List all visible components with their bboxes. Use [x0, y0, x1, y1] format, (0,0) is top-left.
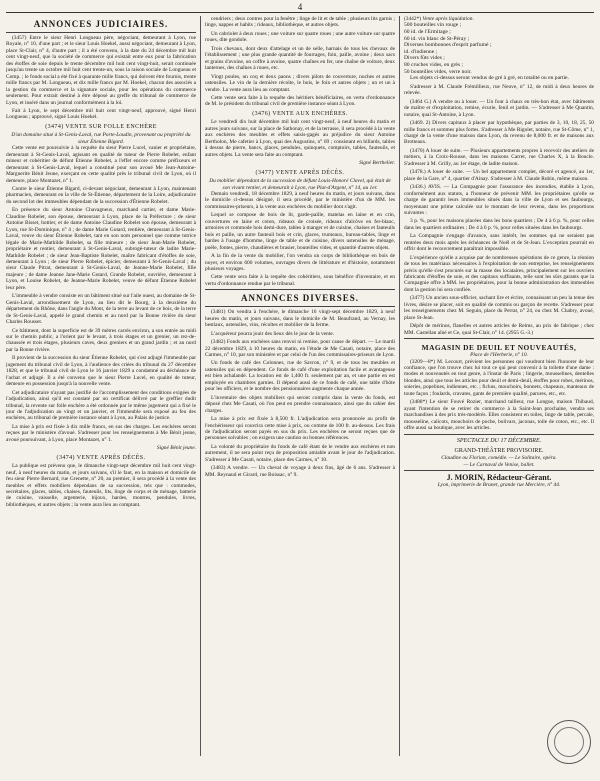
notice-paragraph: (3469. 2) Divers capitaux à placer par hypothèque, par parties de 3, 10, 18, 25, 50 mille francs et sommes plus fortes. S'adresser à Me Rigolet, notaire, rue St-Côme, n° 1, chargé de la vente d'une maison dans Lyon, du revenu de 8,000 fr. et de maisons aux Brotteaux.: [404, 120, 594, 146]
notice-paragraph: S'adresser à M. Claude Frémillieux, rue Neuve, n° 12, de midi à deux heures de relevée.: [404, 83, 594, 97]
notice-signature: Signé Bénit jeune.: [156, 445, 196, 452]
notice-paragraph: Dépôt de mérinos, flanelles et autres articles de Reims, au prix de fabrique ; chez MM. Castellan aîné et Ce, quai St-Clair, n° 14. (2955 G.-3.): [404, 323, 594, 336]
list-item: id. d'indienne ;: [404, 48, 438, 55]
notice-paragraph: Demain vendredi, 18 décembre 1829, à neuf heures du matin, et jours suivans, dans le domicile ci-dessus désigné, il sera procédé, par le ministère d'un de MM. les commissaires-priseurs, à la vente aux enchères du mobilier dont s'agit.: [205, 190, 395, 210]
notice-paragraph: L'immeuble à vendre consiste en un bâtiment situé sur l'aile ouest, au domaine de St-Genis-Laval, arrondissement de Lyon, au lieu dit le Bourg, à la deuxième du département du Rhône, dans l'angle du Mont, de la terre au levant de ce bois, de la terre de St-Genis-Laval, appelé le grand chemin et au nord par la Bonne rivière du sieur Charles Rousset.: [6, 293, 196, 326]
notice-paragraph: La volonté du propriétaire du fonds de café étant de le vendre aux enchères et non autrement, il ne sera point reçu de proposition amiable avant le jour de l'adjudication. S'adresser à Me Casati, notaire, place des Carmes, n° 10.: [205, 443, 395, 463]
notice-signature: Fait à Lyon, le sept décembre mil huit cent vingt-neuf, approuvé, signé Henri Longueau ; approuvé, signé Louis Hoekel.: [6, 107, 196, 121]
notice-paragraph: La mise à prix est fixée à 8,500 fr. L'adjudication sera prononcée au profit de l'enchérisseur qui couvrira cette mise à prix, ou comme de 100 fr. au-dessus. Les frais de l'adjudication seront payés en sus du prix. Les enchères ne seront reçues que de personnes solvables ; on exigera une caution ou bonnes références.: [205, 416, 395, 442]
notice-paragraph: Le vendredi dix huit décembre mil huit cent vingt-neuf, à neuf heures du matin et autres jours suivans, sur la place de Sathonay, et de la terrasse, il sera procédé à la vente aux enchères des meubles et effets saisis-gagés au préjudice du sieur Antoine Bertholon, Me cafetier à Lyon, quai des Augustins, n° 69 ; consistant en billards, tables à dessus de pierre, bancs, glaces, pendules, quinquets, comptoirs, tables, fauteuils, et autres objets. La vente sera faite au comptant.: [205, 119, 395, 158]
page-number: 4: [297, 2, 303, 12]
header-rule: [6, 12, 594, 13]
section-heading-judicial: ANNONCES JUDICIAIRES.: [33, 19, 169, 29]
section-rule: [6, 32, 196, 33]
notice-paragraph: (3477) Un ancien sous-officier, sachant lire et écrire, connaissant un peu la tenue des livres, désire se placer, soit en qualité de commis ou garçon de recette. S'adresser pour les renseignements chez M. Seguin, place du Perrat, n° 24, ou chez M. Chabry, avoué, place St-Jean.: [404, 295, 594, 321]
notice-paragraph: Lequel se compose de bois de lit, garde-paille, matelas en laine et en crin, couvertures en laine et coton, rideaux de croisée, rideaux d'alcôve en fer-blanc, armoires et commode bois demi-dure, tables à manger et de cuisine, chaises et fauteuils bois et paille, un autre fauteuil bois et crin, glaces, trumeaux, bureau-tables, linge et hardes à l'usage d'homme, linge de table et de cuisine, divers ustensiles de ménage, poêle, fontes, pierre, chaudières et brasier, bouteilles vides, et quantité d'autres objets.: [205, 212, 395, 251]
notice-paragraph: L'inventaire des objets mobiliers qui seront compris dans la vente du fonds, est déposé chez Me Casati, où l'on peut en prendre connaissance, ainsi que du cahier des charges.: [205, 394, 395, 414]
notice-paragraph: cendriers ; deux contres pour la fenêtre ; linge de lit et de table ; plusieurs lits garnis ; linge, nappes et habits ; rideaux, bibliothèque, et autres objets.: [205, 16, 395, 29]
notice-subtitle: Vente après liquidation.: [422, 16, 474, 22]
section-rule: [404, 470, 594, 471]
notice-title-encheres: (3476) VENTE AUX ENCHÈRES.: [252, 110, 348, 117]
notice-paragraph: Trois chevaux, dont deux d'attelage et un de selle, harnais de tous les chevaux de l'établissement ; une plus grande quantité de fourrages, foin, paille, avoine ; deux sacs et grains d'avoine, un coffre à avoine, quatre chaînes en fer, une chaîne de voiture, deux lanternes, des chaînes à roues, etc.: [205, 45, 395, 72]
notice-paragraph: Il provient de la succession du sieur Étienne Robelet, qui s'est adjugé l'immeuble par jugement du tribunal civil de Lyon, à l'audience des criées du tribunal du 27 décembre 1828, et que le tribunal civil de Lyon le 16 janvier 1829 a condamné au déchéance de l'achat et adjugé. Il a été convenu que le sieur Pierre Lucel, en qualité de tuteur, demeure en possession jusqu'à la nouvelle vente.: [6, 355, 196, 388]
notice-paragraph: Cette vente sera faite à la requête des cohéritiers, sous bénéfice d'inventaire, et en vertu d'ordonnance rendue par le tribunal.: [205, 274, 395, 287]
list-item: 500 bouteilles vin rouge ;: [404, 22, 462, 29]
spectacle-title: SPECTACLE DU 17 DÉCEMBRE.: [456, 437, 542, 444]
notice-paragraph: Cette vente est poursuivie à la requête du sieur Pierre Lucel, vanier et propriétaire, demeurant à St-Genis-Laval, agissant en qualité de tuteur de Pierre Robelet, enfant mineur et cohéritier de défunt Étienne Robelet, a l'effet encore comme préfixeurs et demeurant à St-Genis-Laval, lequel a constitué pour son avoué Me Jean-Antoine-Marguerite Bénit Jeune, exerçant en cette qualité près le tribunal civil de Lyon, où il demeure, place Montazet, n° 1.: [6, 145, 196, 184]
notice-paragraph: (3209—8*) M. Lecourt, prévient les personnes qui voudront bien l'honorer de leur confiance, que l'on trouve chez lui tout ce qui peut convenir à la toilette d'une dame : modes et nouveautés en tout genre, à l'instar de Paris ; lingerie, mousselines, dentelles blondes, ainsi que tous les articles pour deuil et demi-deuil, étoffes pour robes, mérinos, soieries, popelines, indiennes, etc. ; fichus, mouchoirs, bonnets, chapeaux, manteaux de toute façon ; foulards, cravates, gants de première qualité, parures, etc., etc.: [404, 358, 594, 397]
column-2: [205, 16, 395, 756]
notice-paragraph: (3457) Entre le sieur Henri Longueau père, négociant, demeurant à Lyon, rue Royale, n° 10, d'une part ; et le sieur Louis Hoekel, aussi négociant, demeurant à Lyon, place St-Clair, n° 4, d'autre part ; il a été convenu, à la date du 24 décembre mil huit cent vingt-neuf, que la société de commerce qui existait entre eux pour la fabrication des étoffes de soie depuis le trente décembre mil huit cent vingt-huit, serait continuée jusqu'au trente un octobre mil huit cent trente-un, sous la raison sociale de Longueau et Comp. ; le fonds social a été fixé à quarante mille francs, qui doivent être fournis, trente mille francs par M. Longueau, et dix mille francs par M. Hoekel, chacun des associés a la gestion du commerce et la signature sociale, pour les opérations du commerce seulement. Pour extrait destiné à être déposé au greffe du tribunal de commerce de Lyon, et inséré dans un journal conformément à la loi.: [6, 35, 196, 106]
spectacle-program: — Le Carnaval de Venise, ballet.: [463, 461, 535, 468]
notice-paragraph: (3488*) Le sieur Fouvé Rozier, marchand tailleur, rue Longue, maison Thibaud, ayant l'intention de se retirer du commerce à la Saint-Jean prochaine, vendra ses marchandises à des prix très-modérés. Elles consistent en toiles, linge de table, percale, mousseline, calicots, mouchoirs de poche, bolivars, jaconas, toile de coton, etc., etc. Il offre aussi sa boutique, avec les articles.: [404, 399, 594, 432]
notice-paragraph: (3483) A vendre. — Un cheval de voyage à deux fins, âgé de 6 ans. S'adresser à MM. Reynaud et Girard, rue Boissac, n° 9.: [205, 465, 395, 478]
notice-paragraph: L'acquéreur pourra jouir des lieux dès le jour de la vente.: [211, 330, 334, 337]
notice-paragraph: (3482) Fonds aux enchères sans renvoi ni remise, pour cause de départ. — Le mardi 22 décembre 1829, à 10 heures du matin, en l'étude de Me Casati, notaire, place des Carmes, n° 10, par son ministère et par celui de l'un des commissaires-priseurs de Lyon.: [205, 339, 395, 359]
notice-paragraph: (3436.) AVIS. — La Compagnie pour l'assurance des incendies, établie à Lyon, conformément aux statuts, a l'honneur de prévenir MM. les propriétaires qu'elle se charge de garantir leurs immeubles situés dans la ville de Lyon et ses faubourgs, moyennant une prime calculée sur le montant de leur revenu, dans les proportions suivantes :: [404, 184, 594, 216]
notice-paragraph: Vingt poules, un coq et deux paons ; divers pilots de couverture, nuches et autres ustensiles. Le vin de la dernière récolte, le bois, le foin et autres objets ; un et un à vendre. La vente aura lieu au comptant.: [205, 73, 395, 93]
notice-paragraph: (3470) A louer de suite. — Plusieurs appartements propres à recevoir des ateliers de métiers, à la Croix-Rousse, dans les maisons Carret, rue Charles X, à la Boucle. S'adresser à M. Grilly, au 1er étage, de ladite maison.: [404, 147, 594, 167]
column-divider-2: [399, 16, 400, 756]
advert-heading-magasin: MAGASIN DE DEUIL ET NOUVEAUTÉS,: [421, 343, 577, 353]
notice-subtitle: Du mobilier dépendant de la succession de défunt Louis-Honoré Clavel, qui était de son vivant rentier, et demeurait à Lyon, rue Plat-d'Argent, n° 14, au 1er.: [209, 178, 391, 191]
section-heading-diverses: ANNONCES DIVERSES.: [240, 293, 360, 304]
notice-title-vente-deces: (3474) VENTE APRÈS DÉCÈS.: [56, 454, 146, 461]
column-divider-1: [200, 16, 201, 756]
notice-subtitle: D'un domaine situé à St-Genis-Laval, rue Porte-Loudin, provenant ou propriété du sieur Étienne Bigard.: [11, 132, 191, 145]
notice-paragraph: La Compagnie s'engage d'avance, sans intérêt, les sommes qui ne seraient pas rentrées deux mois après les échéances de Noël et de St-Jean. L'exception pourrait en offrir dont le recouvrement paraîtrait impossible.: [404, 233, 594, 253]
printer-line: Lyon, imprimerie de Brunet, grande rue Mercière, n° 44.: [437, 481, 561, 488]
notice-paragraph: 3 p. %, pour les maisons placées dans les bons quartiers ; De 4 à 6 p. %, pour celles dans les quartiers ordinaires ; De 4 à 6 p. %, pour celles situées dans les faubourgs.: [404, 218, 594, 231]
editor-signature: J. MORIN, Rédacteur-Gérant.: [446, 473, 552, 483]
notice-paragraph: (3464 G.) A vendre ou à louer. — Un four à chaux en très-bon état, avec bâtiments de maître et d'exploitation, remise, écurie, fenil et jardin. — S'adresser à Me Quantin, notaire, quai St-Antoine, à Lyon.: [404, 98, 594, 118]
notice-paragraph: A la fin de la vente du mobilier, l'on vendra un corps de bibliothèque en bois de noyer, et environ 600 volumes, ouvrages divers de littérature et d'histoire, notamment plusieurs voyages.: [205, 253, 395, 272]
notice-paragraph: (3478.) A louer de suite. — Un bel appartement complet, décoré et agencé, au 1er, place de la Gare, n° 4, quartier d'Ainay. S'adresser à M. Claude Rubin, même maison.: [404, 169, 594, 182]
notice-paragraph: Ce bâtiment, dont la superficie est de 39 mètres carrés environ, a son entrée au midi sur le chemin public, a l'orient par le levant, à trois étages et un grenier, un rez-de-chaussée et trois étages, plusieurs caves, deux greniers et un grand jardin ; et au nord par la Bonne rivière.: [6, 327, 196, 353]
spectacle-theatre: GRAND-THÉÂTRE PROVISOIRE.: [454, 447, 544, 454]
notice-paragraph: Cette vente sera faite à la requête des héritiers bénéficiaires, en vertu d'ordonnance de M. le président du tribunal civil de première instance séant à Lyon.: [205, 94, 395, 108]
notice-paragraph: La mise à prix est fixée à dix mille francs, en sus des charges. Les enchères seront reçues par le ministère d'avoué. S'adresser pour les renseignements à Me Bénit jeune, avoué poursuivant, à Lyon, place Montazet, n° 1.: [6, 423, 196, 443]
notice-paragraph: Contre le sieur Étienne Bigard, ci-devant négociant, demeurant à Lyon, maintenant pharmacien, demeurant en la ville de St-Étienne, département de la Loire, adjudicataire du second lot des immeubles dépendant de la succession d'Étienne Robelet.: [6, 186, 196, 205]
list-item: 50 bouteilles vides, verre noir.: [404, 68, 472, 75]
column-3: [404, 16, 594, 756]
list-item: Diverses bombonnes d'esprit parfumé ;: [404, 42, 492, 49]
notice-paragraph: En présence du sieur Antoine Chavagneux, marchand cartier, et dame Marie-Claudine Robelet, son épouse, demeurant à Lyon, place de la Préfecture ; de sieur Antoine Bisset, bottier, et de dame Antoine Claudine Robelet son épouse, demeurant à Lyon, rue St-Dominique, n° 4 ; de dame Marie Gotard, rentière, demeurant à St-Genis-Laval, veuve du sieur Étienne Robelet, tant en son nom personnel que comme tutrice légale de Marie-Mathilde Robelet, sa fille mineure ; de sieur Jean-Marie Robelet, propriétaire et rentier, demeurant à St-Genis-Laval, subrogé-tuteur de ladite Marie-Mathilde Robelet ; de sieur Jean-Baptiste Robelet, maître fabricant d'étoffes de soie, demeurant à Lyon ; de sieur Pierre Robelet, épicier, demeurant à St-Genis-Laval ; du sieur Claude Pitrat, demeurant à St-Genis-Laval, de Jeanne-Marie Robelet, fille majeure ; de dame Jeanne Jane-Marie Gotard, Grande Robelet, ouvrière, demeurant à Lyon, et Louise Robelet, de Jeanne-Marie Robelet, veuve de défunt Étienne Robelet leur père.: [6, 207, 196, 291]
inventory-list: [404, 22, 594, 81]
notice-paragraph: Cet adjudicataire n'ayant pas justifié de l'accomplissement des conditions exigées de l'adjudication, ainsi qu'il est constaté par un certificat délivré par le greffier dudit tribunal, la revente sur folle enchère a été ordonnée par le même jugement qui a fixé le jour de l'adjudication au vingt et un janvier, et l'immeuble sera exposé au feu des enchères, au tribunal de première instance séant à Lyon, au Palais de justice.: [6, 389, 196, 422]
notice-title-vente-deces: (3477) VENTE APRÈS DÉCÈS.: [255, 169, 345, 176]
notice-paragraph: Un cabriolet à deux roues ; une voiture sur quatre roues ; une autre voiture sur quatre roues, dite gondole.: [205, 30, 395, 44]
section-rule: [404, 434, 594, 435]
column-1: [6, 16, 196, 756]
notice-paragraph: La publique est prévenu que, le dimanche vingt-sept décembre mil huit cent vingt-neuf, à neuf heures du matin, et jours suivans, s'il le faut, en la maison et domicile de feu sieur Pierre Bernard, rue Grenette, n° 20, au premier, il sera procédé à la vente des meubles et effets mobiliers dépendans de sa succession, tels que : commodes, secrétaires, glaces, tables, chaises, fauteuils, lits, linge de corps et de ménage, batterie de cuisine, vaisselle, argenterie, bijoux, hardes, montres, pendules, livres, bibliothèques, et autres objets ; la vente aura lieu au comptant.: [6, 463, 196, 508]
notice-signature: Signé Berthelier.: [359, 160, 395, 167]
list-item: Les objets ci-dessus seront vendus de gré à gré, en totalité ou en partie.: [410, 75, 569, 82]
library-stamp-inner: [554, 727, 584, 757]
notice-paragraph: (3481) On vendra à l'enchère, le dimanche 16 vingt-sept décembre 1829, à neuf heures du matin, et jours suivans, dans le domicile de M. Beaufrand, au Vernay, les bestiaux, ustensiles, vins, récoltes et mobilier de la ferme.: [205, 309, 395, 329]
notice-paragraph: Un fonds de café des Colonnes, rue de Savron, n° 9, et de tous les meubles et ustensiles qui en dépendent. Ce fonds de café d'une exploitation facile et avantageuse est bien achalandé. La location est de 1,400 fr. seulement par an, et une partie en est employée en chambres garnies. Il dépend aussi de ce fonds de café, une table d'hôte pour les officiers, et le nombre des pensionnaires augmente chaque année.: [205, 360, 395, 393]
notice-paragraph: L'expérience qu'elle a acquise par de nombreuses opérations de ce genre, la réunion de tous les matériaux nécessaires à l'exploitation de son entreprise, les renseignements précis qu'elle s'est procurés sur la masse des locataires, principalement sur les ouvriers fabricants d'étoffes de soie, et des capitaux suffisants, telle sont les sûrs garants que la Compagnie offre à MM. les propriétaires, pour la bonne administration des immeubles dont la gestion lui sera confiée.: [404, 254, 594, 293]
list-item: Divers fûts vides ;: [404, 55, 445, 62]
list-item: 80 cruches vides, en grès ;: [404, 62, 464, 69]
library-stamp: [547, 720, 591, 764]
list-item: 60 id. vin blanc de St-Péray ;: [404, 35, 470, 42]
list-item: 60 id. de l'Ermitage ;: [404, 29, 451, 36]
notice-number: (3442*): [404, 16, 422, 22]
notice-title-folle-enchere: (3474) VENTE SUR FOLLE ENCHÈRE: [45, 123, 157, 130]
section-rule: [404, 338, 594, 339]
section-rule: [205, 289, 395, 290]
spectacle-program: Claudine ou Florian, comédie. — Le Solitaire, opéra.: [441, 455, 557, 462]
advert-subtitle: Place de l'Herberie, n° 10.: [470, 352, 528, 359]
section-rule: [205, 306, 395, 307]
